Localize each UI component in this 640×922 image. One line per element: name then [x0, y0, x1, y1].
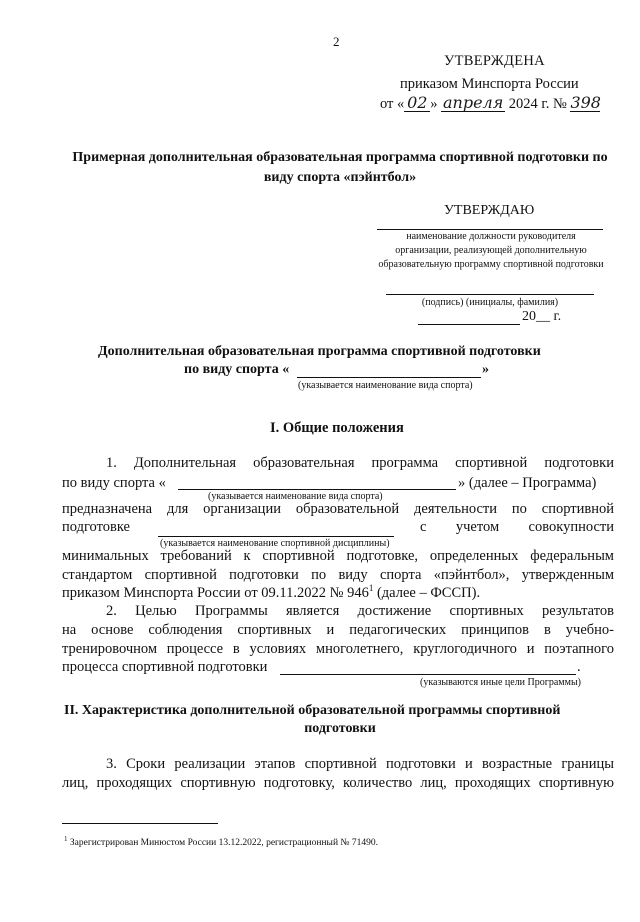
p2-line-1: 2. Целью Программы является достижение спортивных результатов [106, 603, 614, 619]
p2-line-2: на основе соблюдения спортивных и педагогических принципов в учебно- [62, 622, 614, 638]
p1-caption-1: (указывается наименование вида спорта) [208, 491, 383, 502]
program-title-caption: (указывается наименование вида спорта) [298, 380, 473, 391]
sport-name-line [297, 377, 481, 378]
document-title: Примерная дополнительная образовательная программа спортивной подготовки по виду спорта «пэйнтбол» [72, 150, 608, 185]
footnote-text: Зарегистрирован Минюстом России 13.12.2022, регистрационный № 71490. [67, 838, 378, 848]
section-2-heading-line-1: II. Характеристика дополнительной образовательной программы спортивной [64, 703, 561, 718]
handwritten-day: 02 [404, 95, 430, 112]
p3-line-1: 3. Сроки реализации этапов спортивной подготовки и возрастные границы [106, 756, 614, 772]
p1-line-3: предназначена для организации образовательной деятельности по спортивной [62, 501, 614, 517]
p1-line-1: 1. Дополнительная образовательная программа спортивной подготовки [106, 455, 614, 471]
date-prefix: от « [380, 96, 405, 112]
p2-goals-line [280, 674, 576, 675]
section-2-heading-line-2: подготовки [304, 721, 376, 736]
footnote-reference: 1 [368, 583, 374, 594]
program-title-line-2-prefix: по виду спорта « [184, 362, 290, 377]
section-1-heading: I. Общие положения [270, 420, 404, 436]
p2-line-3: тренировочном процессе в условиях многолетнего, круглогодичного и поэтапного [62, 641, 614, 657]
date-line [418, 324, 520, 325]
p1-caption-2: (указывается наименование спортивной дисциплины) [160, 538, 390, 549]
date-year: 2024 г. № [508, 96, 567, 112]
approve-year: 20__ г. [522, 309, 562, 324]
p1-line-5: минимальных требований к спортивной подготовке, определенных федеральным [62, 548, 614, 564]
position-caption-line-1: наименование должности руководителя [406, 231, 576, 242]
approval-order-line: приказом Минспорта России [400, 76, 579, 92]
p1-line-7-prefix: приказом Минспорта России от 09.11.2022 № 946 [62, 585, 369, 601]
approval-title: УТВЕРЖДЕНА [444, 53, 545, 69]
handwritten-order-number: 398 [570, 93, 601, 112]
footnote [64, 834, 378, 848]
signature-line [386, 294, 594, 295]
p1-line-4-suffix: с учетом совокупности [420, 519, 614, 535]
p1-line-7-suffix: (далее – ФССП). [373, 585, 481, 601]
footnote-separator [62, 823, 218, 824]
page-number: 2 [333, 34, 340, 49]
signature-caption: (подпись) (инициалы, фамилия) [421, 297, 559, 308]
footnote-mark: 1 [64, 834, 68, 843]
p1-line-4-prefix: подготовке [62, 519, 130, 535]
p1-line-2-prefix: по виду спорта « [62, 475, 166, 491]
approve-word: УТВЕРЖДАЮ [444, 203, 535, 218]
program-title-line-2-suffix: » [482, 362, 489, 377]
p1-line-2-suffix: » (далее – Программа) [458, 475, 597, 491]
approval-date-line [380, 95, 600, 113]
p1-line-6: стандартом спортивной подготовки по виду спорта «пэйнтбол», утвержденным [62, 567, 614, 583]
program-title-line-1: Дополнительная образовательная программа спортивной подготовки [98, 344, 541, 359]
p2-line-4-suffix: . [577, 659, 581, 675]
p2-line-4-prefix: процесса спортивной подготовки [62, 659, 268, 675]
date-mid: » [430, 96, 438, 112]
p2-caption: (указываются иные цели Программы) [420, 677, 582, 688]
p3-line-2: лиц, проходящих спортивную подготовку, количество лиц, проходящих спортивную [62, 775, 614, 791]
p1-line-7 [62, 585, 480, 602]
position-caption-line-2: организации, реализующей дополнительную [395, 245, 587, 256]
handwritten-month: апреля [442, 93, 504, 112]
position-caption-line-3: образовательную программу спортивной подготовки [378, 259, 604, 270]
position-caption [360, 230, 622, 272]
